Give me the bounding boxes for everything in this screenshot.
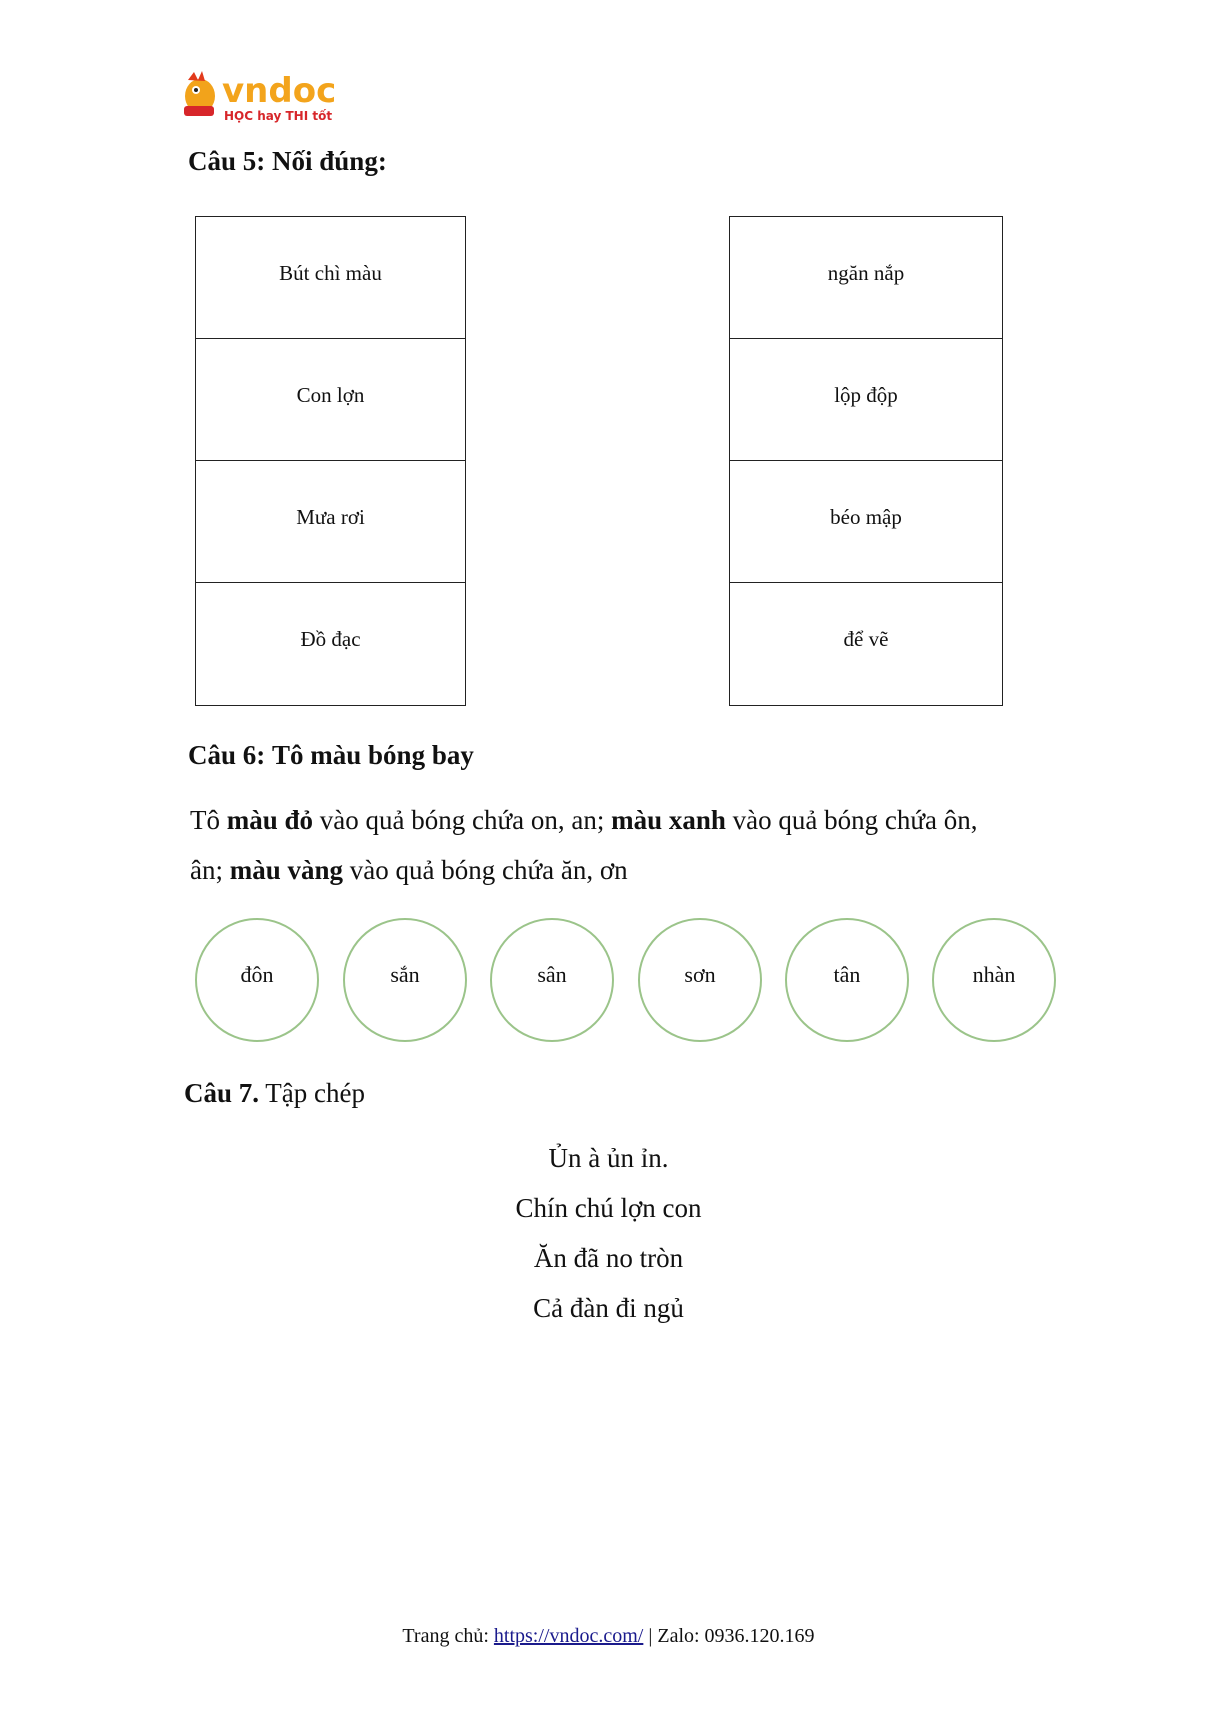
q6-instruction-line-2	[190, 845, 1070, 895]
poem	[0, 1133, 1217, 1333]
match-left-item[interactable]: Đồ đạc	[300, 627, 361, 651]
footer-contact: | Zalo: 0936.120.169	[643, 1625, 815, 1647]
q6-instruction	[190, 795, 1070, 895]
matching-left-column	[195, 216, 466, 706]
balloon[interactable]: đôn	[195, 918, 319, 1042]
q5-heading	[188, 146, 387, 177]
poem-line: Chín chú lợn con	[515, 1193, 702, 1223]
q6-title: Tô màu bóng bay	[272, 740, 474, 770]
q7-label: Câu 7.	[184, 1078, 260, 1108]
q7-heading	[184, 1078, 365, 1109]
q6-heading	[188, 740, 474, 771]
balloon[interactable]: sân	[490, 918, 614, 1042]
q7-title: Tập chép	[259, 1078, 365, 1108]
match-right-item[interactable]: lộp độp	[730, 339, 1002, 461]
q5-label: Câu 5:	[188, 146, 266, 176]
q5-title: Nối đúng:	[272, 146, 387, 176]
logo-tagline-text: HỌC hay THI tốt	[224, 109, 333, 123]
instruction-text: ân;	[190, 855, 230, 885]
instruction-text: vào quả bóng chứa ăn, ơn	[343, 855, 628, 885]
instruction-red: màu đỏ	[226, 805, 314, 835]
q6-instruction-line-1	[190, 795, 1070, 845]
instruction-text: vào quả bóng chứa ôn,	[725, 805, 978, 835]
homepage-link[interactable]: https://vndoc.com/	[493, 1625, 644, 1647]
instruction-yellow: màu vàng	[229, 855, 344, 885]
poem-line: Ủn à ủn ỉn.	[548, 1143, 669, 1173]
logo-graphic	[180, 68, 350, 126]
vndoc-logo[interactable]	[180, 68, 350, 126]
match-right-item[interactable]: để vẽ	[843, 627, 889, 651]
match-left-item[interactable]: Bút chì màu	[196, 217, 465, 339]
instruction-text: Tô	[190, 805, 227, 835]
logo-brand-text: vndoc	[222, 71, 337, 111]
page-footer	[0, 1625, 1217, 1648]
balloon[interactable]: tân	[785, 918, 909, 1042]
balloon-row	[195, 918, 1065, 1048]
poem-line: Cả đàn đi ngủ	[533, 1293, 684, 1323]
instruction-text: vào quả bóng chứa on, an;	[313, 805, 612, 835]
q6-label: Câu 6:	[188, 740, 266, 770]
match-right-item[interactable]: béo mập	[730, 461, 1002, 583]
instruction-blue: màu xanh	[611, 805, 726, 835]
matching-right-column	[729, 216, 1003, 706]
balloon[interactable]: nhàn	[932, 918, 1056, 1042]
footer-prefix: Trang chủ:	[402, 1625, 494, 1647]
match-left-item[interactable]: Mưa rơi	[196, 461, 465, 583]
balloon[interactable]: sơn	[638, 918, 762, 1042]
match-right-item[interactable]: ngăn nắp	[730, 217, 1002, 339]
match-left-item[interactable]: Con lợn	[196, 339, 465, 461]
poem-line: Ăn đã no tròn	[533, 1243, 684, 1273]
balloon[interactable]: sắn	[343, 918, 467, 1042]
